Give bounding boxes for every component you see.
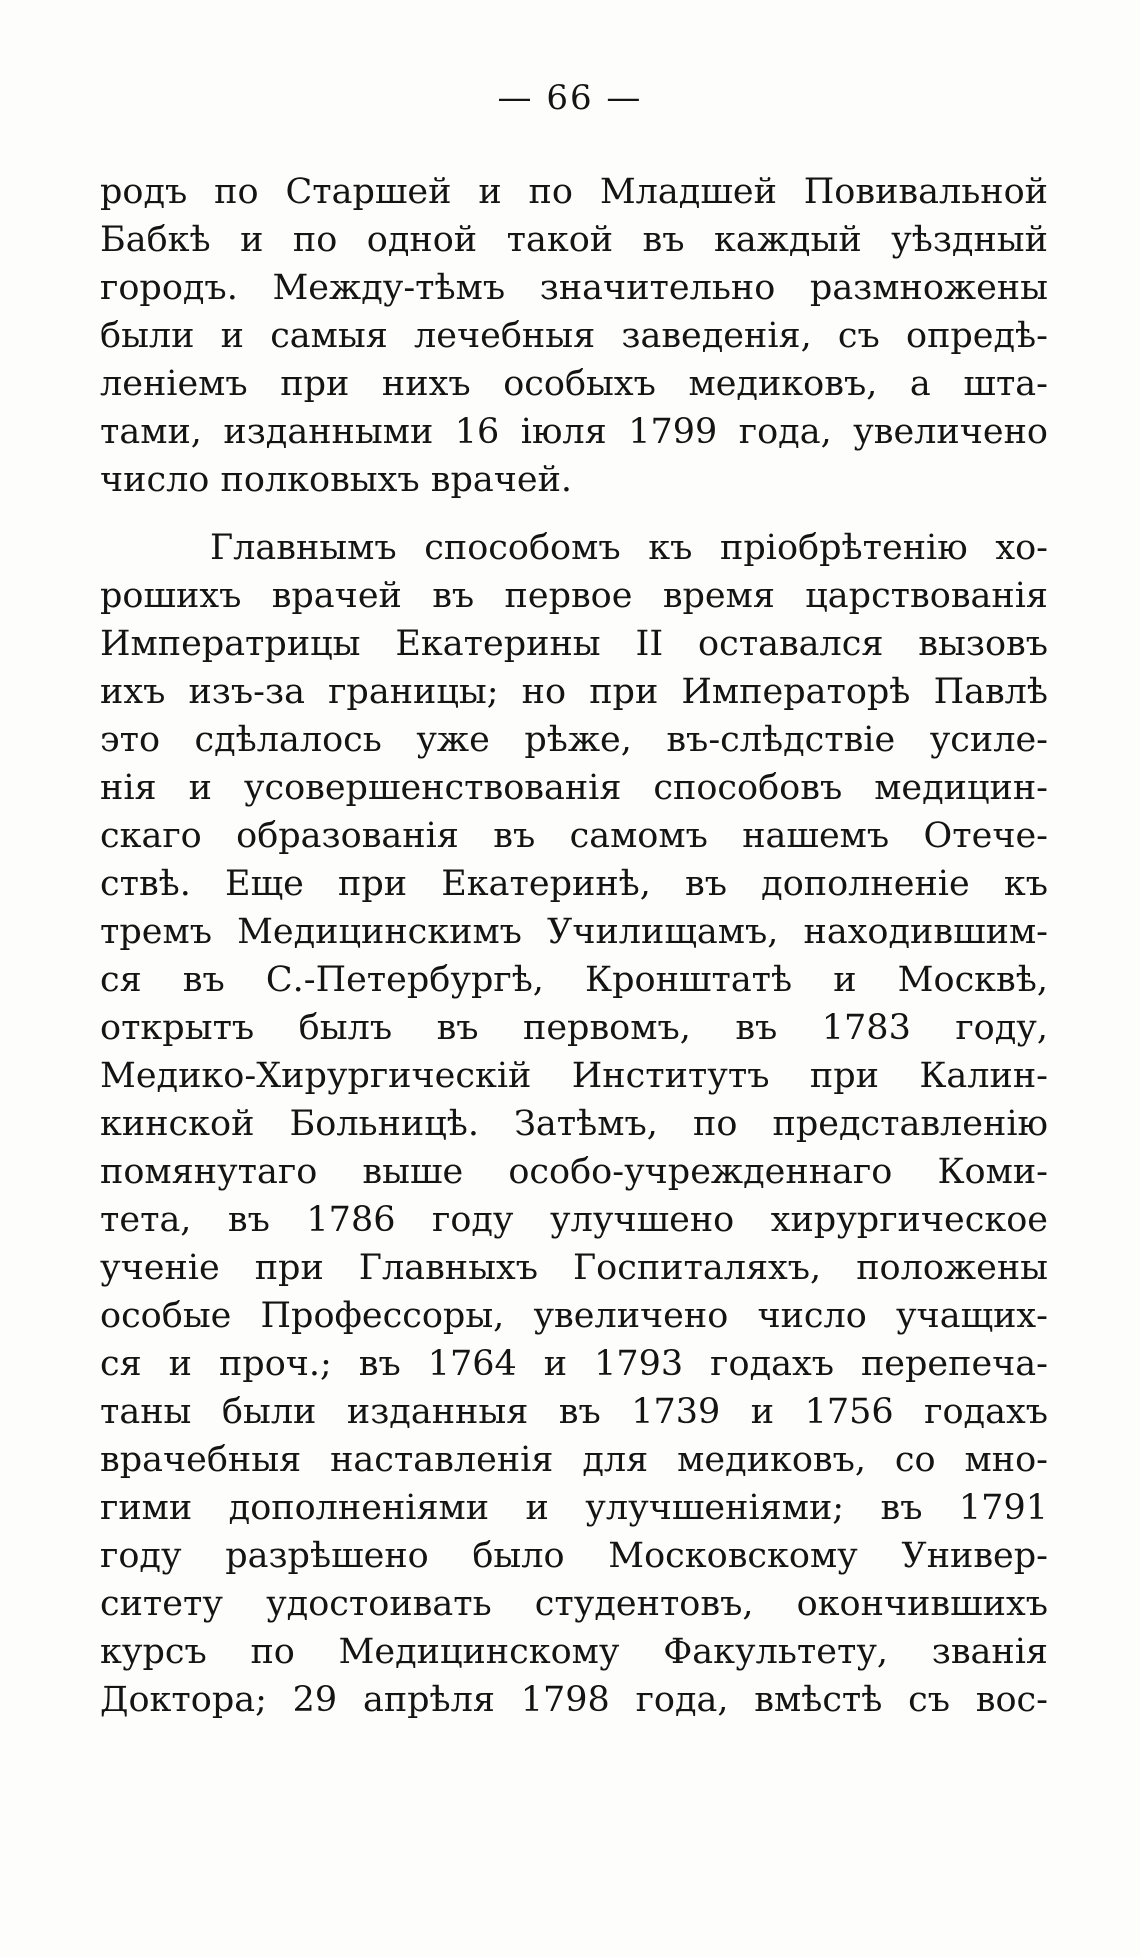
text-line: это сдѣлалось уже рѣже, въ-слѣдствіе усиле- bbox=[100, 720, 1048, 760]
text-line: городъ. Между-тѣмъ значительно размножены bbox=[100, 268, 1048, 308]
body-text bbox=[100, 168, 1048, 1724]
paragraph-1 bbox=[100, 168, 1048, 504]
text-line: ситету удостоивать студентовъ, окончившихъ bbox=[100, 1584, 1048, 1624]
text-line: ствѣ. Еще при Екатеринѣ, въ дополненіе къ bbox=[100, 864, 1048, 904]
text-line: леніемъ при нихъ особыхъ медиковъ, а шта- bbox=[100, 364, 1048, 404]
text-line: тами, изданными 16 іюля 1799 года, увеличено bbox=[100, 412, 1048, 452]
text-line: ихъ изъ-за границы; но при Императорѣ Павлѣ bbox=[100, 672, 1048, 712]
text-line: ся и проч.; въ 1764 и 1793 годахъ перепеча- bbox=[100, 1344, 1048, 1384]
text-line: были и самыя лечебныя заведенія, съ опредѣ- bbox=[100, 316, 1048, 356]
text-line: открытъ былъ въ первомъ, въ 1783 году, bbox=[100, 1008, 1048, 1048]
text-line: Бабкѣ и по одной такой въ каждый уѣздный bbox=[100, 220, 1048, 260]
paragraph-2 bbox=[100, 524, 1048, 1724]
text-line: таны были изданныя въ 1739 и 1756 годахъ bbox=[100, 1392, 1048, 1432]
text-line: кинской Больницѣ. Затѣмъ, по представленію bbox=[100, 1104, 1048, 1144]
text-line: курсъ по Медицинскому Факультету, званія bbox=[100, 1632, 1048, 1672]
text-line: году разрѣшено было Московскому Универ- bbox=[100, 1536, 1048, 1576]
text-line: особые Профессоры, увеличено число учащих- bbox=[100, 1296, 1048, 1336]
text-line: ученіе при Главныхъ Госпиталяхъ, положены bbox=[100, 1248, 1048, 1288]
text-line: врачебныя наставленія для медиковъ, со мно- bbox=[100, 1440, 1048, 1480]
text-line: гими дополненіями и улучшеніями; въ 1791 bbox=[100, 1488, 1048, 1528]
text-line: скаго образованія въ самомъ нашемъ Отече- bbox=[100, 816, 1048, 856]
text-line: рошихъ врачей въ первое время царствованія bbox=[100, 576, 1048, 616]
paragraph-gap bbox=[100, 504, 1048, 524]
text-line: Медико-Хирургическій Институтъ при Калин- bbox=[100, 1056, 1048, 1096]
text-line: ся въ С.-Петербургѣ, Кронштатѣ и Москвѣ, bbox=[100, 960, 1048, 1000]
text-line: Императрицы Екатерины II оставался вызовъ bbox=[100, 624, 1048, 664]
text-line: Главнымъ способомъ къ пріобрѣтенію хо- bbox=[210, 528, 1048, 568]
text-line: тета, въ 1786 году улучшено хирургическое bbox=[100, 1200, 1048, 1240]
text-line: помянутаго выше особо-учрежденнаго Коми- bbox=[100, 1152, 1048, 1192]
text-line: нія и усовершенствованія способовъ медицин- bbox=[100, 768, 1048, 808]
text-line: родъ по Старшей и по Младшей Повивальной bbox=[100, 172, 1048, 212]
text-line: Доктора; 29 апрѣля 1798 года, вмѣстѣ съ вос- bbox=[100, 1680, 1048, 1720]
text-line: число полковыхъ врачей. bbox=[100, 460, 573, 500]
text-line: тремъ Медицинскимъ Училищамъ, находившим- bbox=[100, 912, 1048, 952]
page-number: — 66 — bbox=[497, 78, 643, 118]
